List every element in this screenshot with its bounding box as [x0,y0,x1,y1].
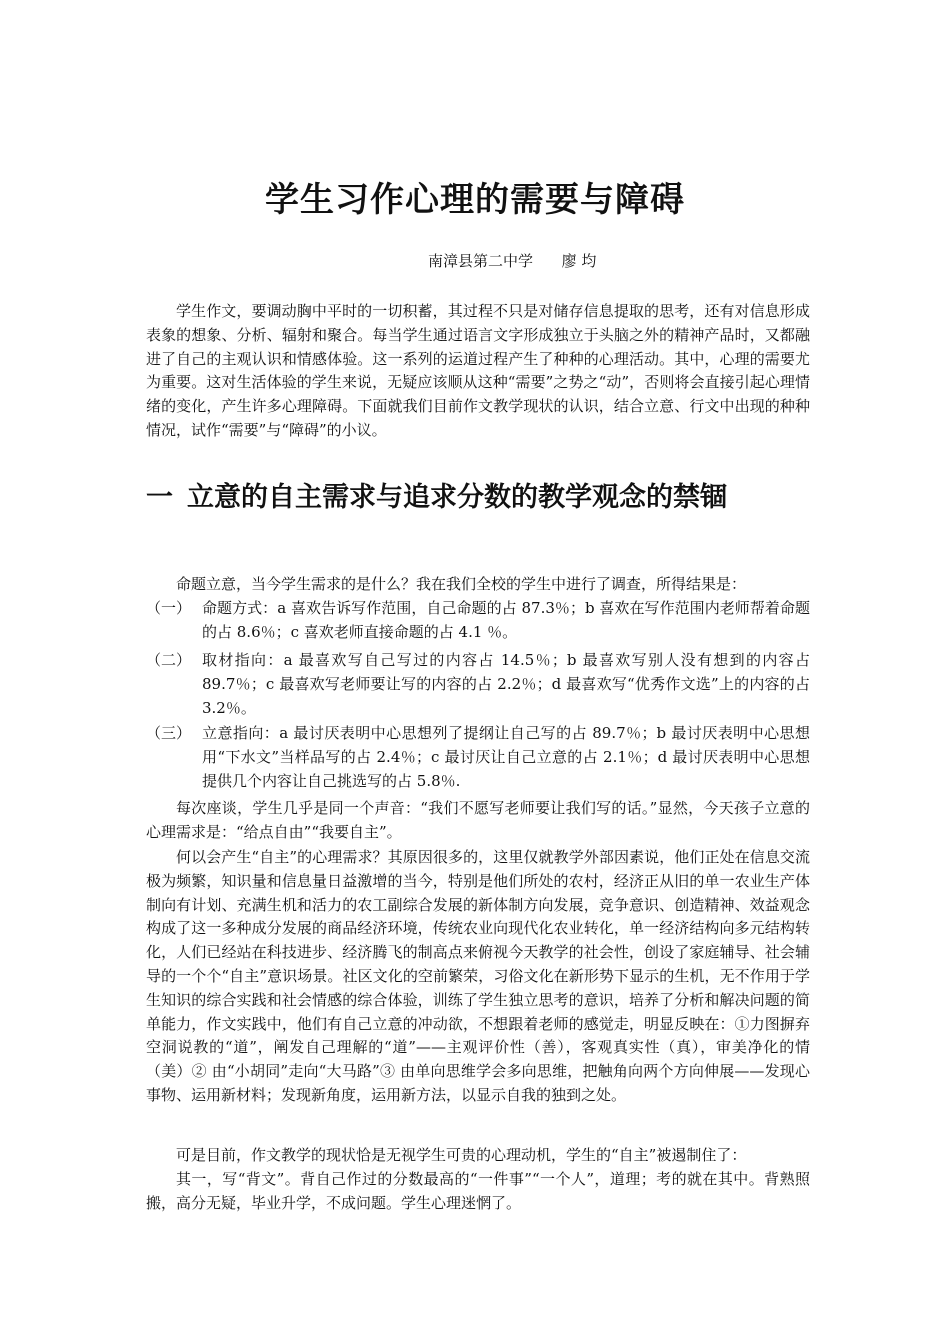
survey-item-text: 命题方式：a 喜欢告诉写作范围，自己命题的占 87.3％；b 喜欢在写作范围内老师帮着命题的占 8.6％；c 喜欢老师直接命题的占 4.1 ％。 [202,599,810,641]
document-title: 学生习作心理的需要与障碍 [265,180,685,220]
survey-item [146,722,810,793]
section-number: 一 [146,482,173,513]
intro-paragraph: 学生作文，要调动胸中平时的一切积蓄，其过程不只是对储存信息提取的思考，还有对信息形成表象的想象、分析、辐射和聚合。每当学生通过语言文字形成独立于头脑之外的精神产品时，又都融进了自己的主观认识和情感体验。这一系列的运道过程产生了种种的心理活动。其中，心理的需要尤为重要。这对生活体验的学生来说，无疑应该顺从这种“需要”之势之“动”，否则将会直接引起心理情绪的变化，产生许多心理障碍。下面就我们目前作文教学现状的认识，结合立意、行文中出现的种种情况，试作“需要”与“障碍”的小议。 [146,302,810,439]
survey-item [146,649,810,720]
survey-item [146,597,810,645]
forum-paragraph: 每次座谈，学生几乎是同一个声音：“我们不愿写老师要让我们写的话。”显然，今天孩子立意的心理需求是：“给点自由”“我要自主”。 [146,799,810,841]
survey-item-label: （三） [146,724,192,742]
section-title: 立意的自主需求与追求分数的教学观念的禁锢 [187,482,727,513]
survey-item-label: （一） [146,599,192,617]
survey-item-text: 取材指向：a 最喜欢写自己写过的内容占 14.5％；b 最喜欢写别人没有想到的内容占 89.7％；c 最喜欢写老师要让写的内容的占 2.2％；d 最喜欢写“优秀作文选”上的内容的占 3.2％。 [202,651,810,717]
however-paragraph: 可是目前，作文教学的现状恰是无视学生可贵的心理动机，学生的“自主”被遏制住了： [176,1146,747,1164]
survey-item-text: 立意指向：a 最讨厌表明中心思想列了提纲让自己写的占 89.7％；b 最讨厌表明中心思想用“下水文”当样品写的占 2.4％；c 最讨厌让自己立意的占 2.1％；d 最讨厌表明中心思想提供几个内容让自己挑选写的占 5.8％. [202,724,810,790]
byline [428,250,596,272]
section-heading-1 [146,476,727,520]
reason-paragraph: 何以会产生“自主”的心理需求？其原因很多的，这里仅就教学外部因素说，他们正处在信息交流极为频繁，知识量和信息量日益激增的当今，特别是他们所处的农村，经济正从旧的单一农业生产体制向有计划、充满生机和活力的农工副综合发展的新体制方向发展，竞争意识、创造精神、效益观念构成了这一多种成分发展的商品经济环境，传统农业向现代化农业转化，单一经济结构向多元结构转化，人们已经站在科技进步、经济腾飞的制高点来俯视今天教学的社会性，创设了家庭辅导、社会辅导的一个个“自主”意识场景。社区文化的空前繁荣，习俗文化在新形势下显示的生机，无不作用于学生知识的综合实践和社会情感的综合体验，训练了学生独立思考的意识，培养了分析和解决问题的简单能力，作文实践中，他们有自己立意的冲动欲，不想跟着老师的感觉走，明显反映在：①力图摒弃空洞说教的“道”，阐发自己理解的“道”——主观评价性（善），客观真实性（真），审美净化的情（美）② 由“小胡同”走向“大马路”③ 由单向思维学会多向思维，把触角向两个方向伸展——发现心事物、运用新材料；发现新角度，运用新方法，以显示自我的独到之处。 [146,848,810,1104]
byline-school: 南漳县第二中学 [428,252,534,270]
survey-intro-paragraph: 命题立意，当今学生需求的是什么？我在我们全校的学生中进行了调查，所得结果是： [176,575,747,593]
byline-author: 廖 均 [561,252,597,270]
first-point-paragraph: 其一，写“背文”。背自己作过的分数最高的“一件事”“一个人”，道理；考的就在其中。背熟照搬，高分无疑，毕业升学，不成问题。学生心理迷惘了。 [146,1170,810,1212]
survey-item-label: （二） [146,651,192,669]
